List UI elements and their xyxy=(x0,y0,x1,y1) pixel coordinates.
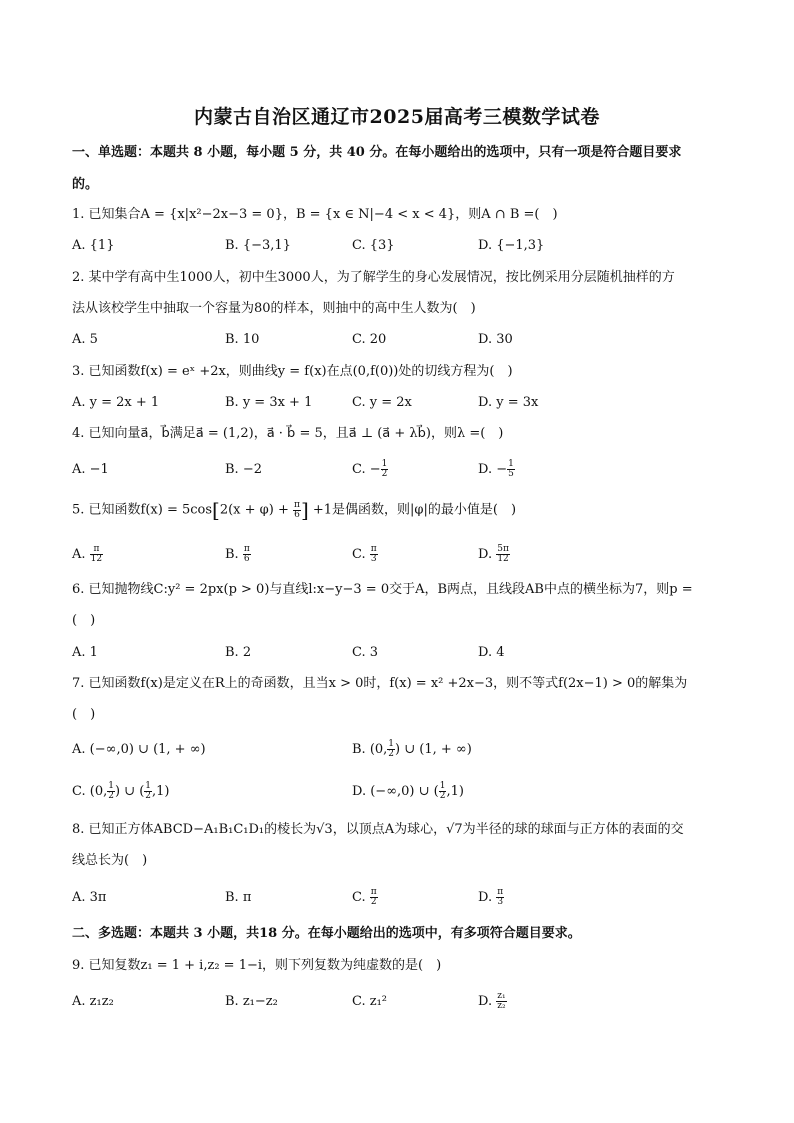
q1-option-d: D. {−1,3} xyxy=(478,238,545,253)
q5-stem-fraction xyxy=(293,501,301,520)
q5-stem-pre: 5. 已知函数f(x) = 5cos xyxy=(72,502,213,518)
q6-option-b: B. 2 xyxy=(225,645,252,660)
section1-header-line1: 一、单选题：本题共 8 小题，每小题 5 分，共 40 分。在每小题给出的选项中，只有一项是符合题目要求 xyxy=(72,145,682,160)
q6-stem-line2: ( ) xyxy=(72,613,96,628)
q5-option-b xyxy=(225,545,251,565)
q6-stem-line1: 6. 已知抛物线C:y² = 2px(p > 0)与直线l:x−y−3 = 0交于A，B两点，且线段AB中点的横坐标为7，则p = xyxy=(72,582,693,597)
fraction-numerator: π xyxy=(243,544,250,554)
section2-header: 二、多选题：本题共 3 小题，共18 分。在每小题给出的选项中，有多项符合题目要求。 xyxy=(72,926,581,941)
q3-stem: 3. 已知函数f(x) = eˣ +2x，则曲线y = f(x)在点(0,f(0))处的切线方程为( ) xyxy=(72,364,513,379)
fraction-numerator: 1 xyxy=(508,459,514,469)
q4-option-c xyxy=(352,460,388,480)
q5-option-c-label: C. xyxy=(352,547,366,562)
q4-option-b: B. −2 xyxy=(225,462,262,477)
q9-option-d-label: D. xyxy=(478,994,493,1009)
q8-stem-line2: 线总长为( ) xyxy=(72,853,148,868)
fraction-denominator: 6 xyxy=(294,509,300,520)
q7-option-d-post: ,1) xyxy=(446,784,464,799)
fraction-numerator: 1 xyxy=(108,781,114,791)
q5-option-b-label: B. xyxy=(225,547,239,562)
q7-option-d-pre: D. (−∞,0) ∪ ( xyxy=(352,784,439,799)
q4-option-d xyxy=(478,460,515,480)
q4-option-c-label: C. − xyxy=(352,462,381,477)
fraction-denominator: 2 xyxy=(370,897,377,907)
section1-header-line2: 的。 xyxy=(72,177,99,192)
fraction-numerator: π xyxy=(370,887,377,897)
q8-stem-line1: 8. 已知正方体ABCD−A₁B₁C₁D₁的棱长为√3，以顶点A为球心，√7为半径的球的球面与正方体的表面的交 xyxy=(72,822,684,837)
q2-stem-line1: 2. 某中学有高中生1000人，初中生3000人，为了解学生的身心发展情况，按比例采用分层随机抽样的方 xyxy=(72,270,675,285)
fraction-numerator: π xyxy=(370,544,377,554)
q8-option-c-fraction xyxy=(370,888,378,907)
q7-option-c xyxy=(72,782,170,802)
right-bracket: ] xyxy=(300,498,309,522)
fraction-numerator: π xyxy=(294,499,300,510)
q5-option-a xyxy=(72,545,103,565)
q5-option-a-fraction xyxy=(90,545,103,564)
q4-option-c-fraction xyxy=(381,460,389,479)
q5-stem-post: +1是偶函数，则|φ|的最小值是( ) xyxy=(308,502,517,518)
fraction-denominator: 2 xyxy=(108,791,114,801)
q1-option-c: C. {3} xyxy=(352,238,395,253)
q3-option-a: A. y = 2x + 1 xyxy=(72,395,160,410)
fraction-numerator: z₁ xyxy=(497,991,506,1001)
fraction-numerator: 1 xyxy=(381,459,388,469)
q2-option-d: D. 30 xyxy=(478,332,513,347)
q5-option-c-fraction xyxy=(370,545,378,564)
q5-option-b-fraction xyxy=(243,545,251,564)
fraction-denominator: 3 xyxy=(370,554,377,564)
fraction-denominator: 6 xyxy=(243,554,250,564)
fraction-denominator: 2 xyxy=(381,469,388,479)
q9-option-c: C. z₁² xyxy=(352,994,388,1009)
fraction-denominator: 3 xyxy=(497,897,504,907)
q7-stem-line2: ( ) xyxy=(72,707,96,722)
q6-option-d: D. 4 xyxy=(478,645,505,660)
q7-option-c-post: ,1) xyxy=(152,784,170,799)
q2-option-b: B. 10 xyxy=(225,332,260,347)
q7-option-b-post: ) ∪ (1, + ∞) xyxy=(395,742,472,757)
q7-option-b-fraction xyxy=(387,740,395,759)
fraction-numerator: 1 xyxy=(388,739,395,749)
q2-option-c: C. 20 xyxy=(352,332,387,347)
q1-stem: 1. 已知集合A = {x|x²−2x−3 = 0}，B = {x ∈ N|−4 < x < 4}，则A ∩ B =( ) xyxy=(72,207,558,222)
fraction-denominator: 2 xyxy=(145,791,152,801)
q6-option-c: C. 3 xyxy=(352,645,379,660)
q5-option-d-fraction xyxy=(496,545,510,564)
fraction-denominator: z₂ xyxy=(497,1001,506,1011)
fraction-denominator: 5 xyxy=(508,469,514,479)
fraction-denominator: 2 xyxy=(388,749,395,759)
fraction-numerator: π xyxy=(90,545,103,555)
q7-option-b-pre: B. (0, xyxy=(352,742,388,757)
q4-stem: 4. 已知向量a⃗，b⃗满足a⃗ = (1,2)，a⃗ · b⃗ = 5，且a⃗ ⊥ (a⃗ + λb⃗)，则λ =( ) xyxy=(72,426,504,441)
q2-option-a: A. 5 xyxy=(72,332,98,347)
q1-option-b: B. {−3,1} xyxy=(225,238,291,253)
q7-option-c-fraction-2 xyxy=(144,782,152,801)
q9-stem: 9. 已知复数z₁ = 1 + i,z₂ = 1−i，则下列复数为纯虚数的是( ) xyxy=(72,958,442,973)
q8-option-b: B. π xyxy=(225,890,252,905)
q5-option-a-label: A. xyxy=(72,547,86,562)
q3-option-d: D. y = 3x xyxy=(478,395,539,410)
fraction-numerator: 5π xyxy=(497,544,509,554)
q8-option-c xyxy=(352,888,378,908)
q5-option-c xyxy=(352,545,378,565)
q9-option-d-fraction xyxy=(496,992,506,1011)
fraction-denominator: 2 xyxy=(439,791,446,801)
q9-option-d xyxy=(478,992,507,1012)
q7-option-c-pre: C. (0, xyxy=(72,784,108,799)
fraction-numerator: π xyxy=(497,887,504,897)
q8-option-c-label: C. xyxy=(352,890,366,905)
q3-option-b: B. y = 3x + 1 xyxy=(225,395,313,410)
q7-stem-line1: 7. 已知函数f(x)是定义在R上的奇函数，且当x > 0时，f(x) = x² +2x−3，则不等式f(2x−1) > 0的解集为 xyxy=(72,676,688,691)
q7-option-c-fraction-1 xyxy=(107,782,115,801)
q5-stem-mid: 2(x + φ) + xyxy=(219,502,294,518)
q7-option-d xyxy=(352,782,464,802)
q8-option-a: A. 3π xyxy=(72,890,107,905)
q7-option-b xyxy=(352,740,472,760)
q4-option-d-fraction xyxy=(507,460,515,479)
fraction-numerator: 1 xyxy=(439,781,446,791)
exam-title: 内蒙古自治区通辽市2025届高考三模数学试卷 xyxy=(194,106,600,128)
q8-option-d xyxy=(478,888,504,908)
q7-option-a: A. (−∞,0) ∪ (1, + ∞) xyxy=(72,742,206,757)
q4-option-a: A. −1 xyxy=(72,462,109,477)
q9-option-a: A. z₁z₂ xyxy=(72,994,114,1009)
q9-option-b: B. z₁−z₂ xyxy=(225,994,278,1009)
q5-stem xyxy=(72,500,722,521)
q4-option-d-label: D. − xyxy=(478,462,508,477)
q8-option-d-label: D. xyxy=(478,890,493,905)
q2-stem-line2: 法从该校学生中抽取一个容量为80的样本，则抽中的高中生人数为( ) xyxy=(72,301,476,316)
q1-option-a: A. {1} xyxy=(72,238,115,253)
q5-option-d xyxy=(478,545,510,565)
q3-option-c: C. y = 2x xyxy=(352,395,412,410)
q6-option-a: A. 1 xyxy=(72,645,98,660)
fraction-numerator: 1 xyxy=(145,781,152,791)
q7-option-c-mid: ) ∪ ( xyxy=(114,784,145,799)
fraction-denominator: 12 xyxy=(90,554,103,564)
q5-option-d-label: D. xyxy=(478,547,493,562)
left-bracket: [ xyxy=(212,498,220,522)
fraction-denominator: 12 xyxy=(497,554,509,564)
q8-option-d-fraction xyxy=(496,888,504,907)
